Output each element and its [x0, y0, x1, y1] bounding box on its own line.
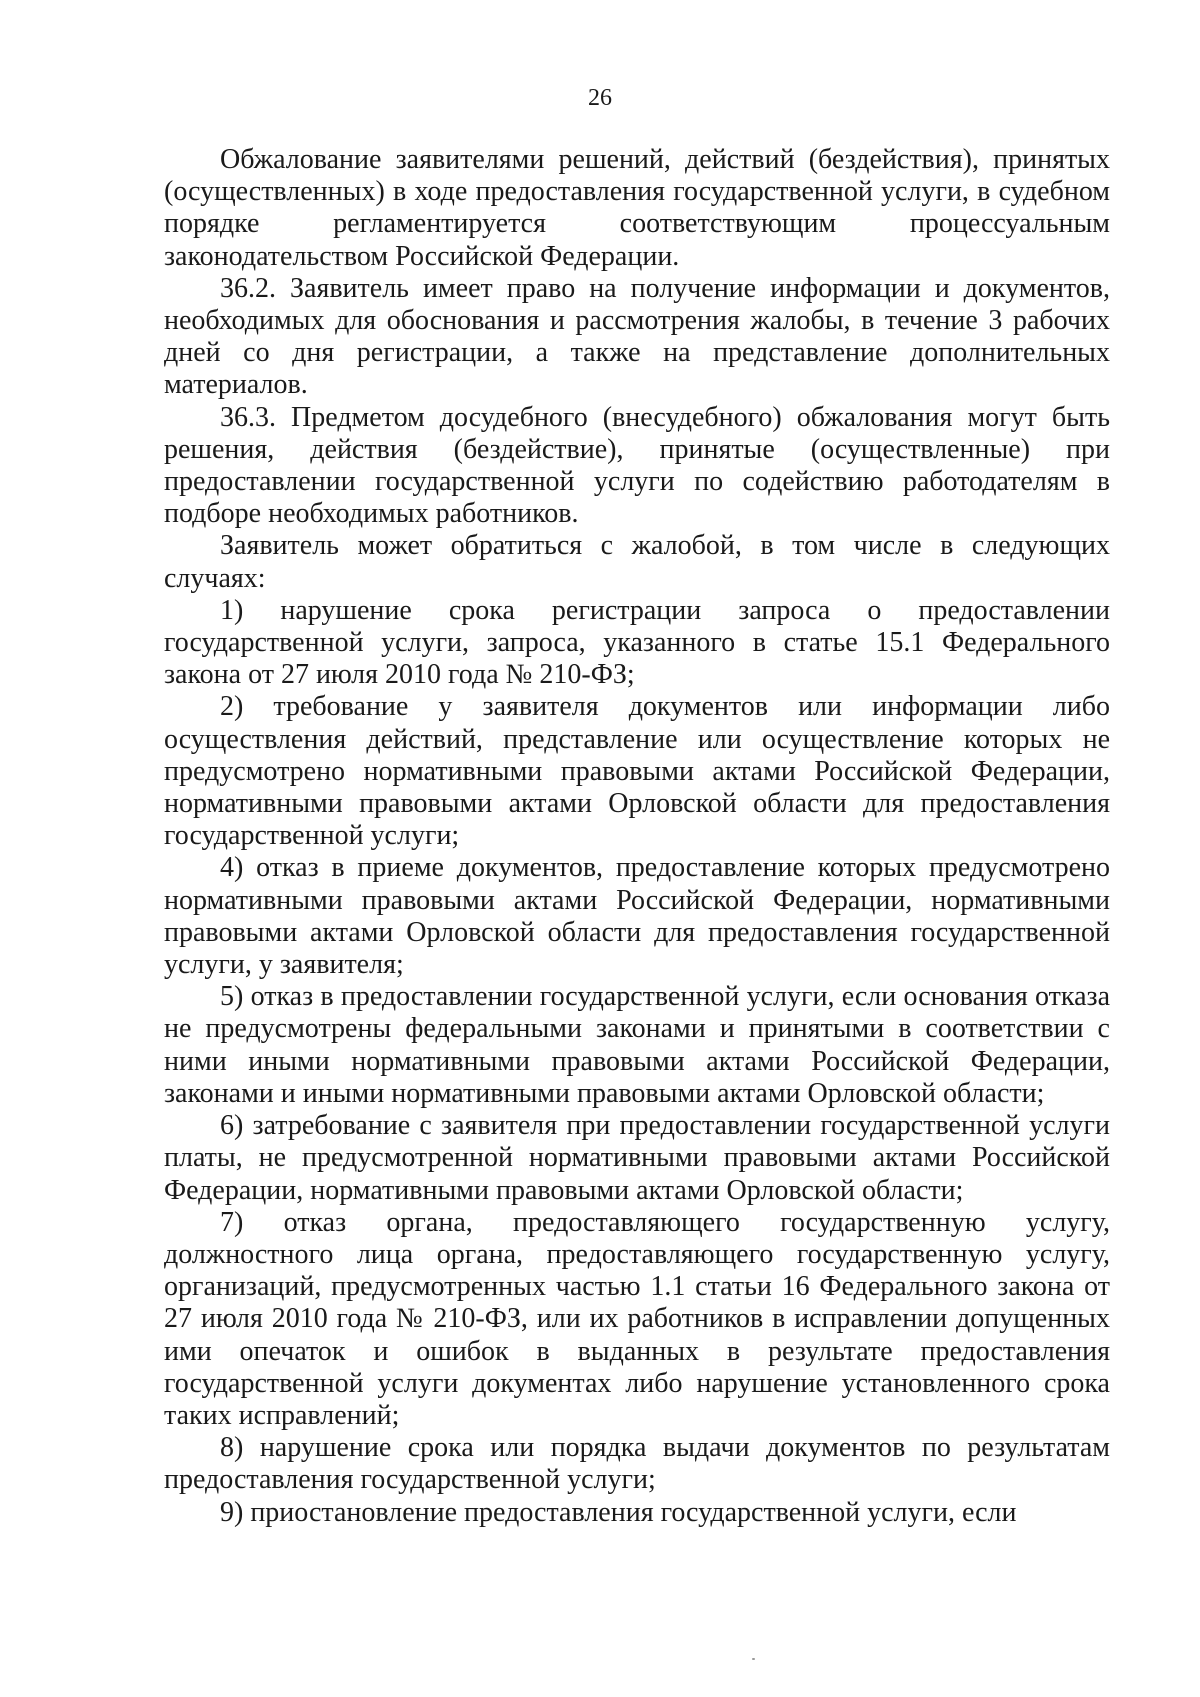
paragraph-appeal-court: Обжалование заявителями решений, действий (бездействия), принятых (осуществленных) в ходе предоставления государственной услуги, в судебном порядке регламентируется соответствующим процессуальным законодательством Российской Федерации. — [164, 144, 1110, 272]
list-item-case-4: 4) отказ в приеме документов, предоставление которых предусмотрено нормативными правовыми актами Российской Федерации, нормативными правовыми актами Орловской области для предоставления государственной услуги, у заявителя; — [164, 852, 1110, 981]
list-item-case-6: 6) затребование с заявителя при предоставлении государственной услуги платы, не предусмотренной нормативными правовыми актами Российской Федерации, нормативными правовыми актами Орловской области; — [164, 1110, 1110, 1206]
list-item-case-5: 5) отказ в предоставлении государственной услуги, если основания отказа не предусмотрены федеральными законами и принятыми в соответствии с ними иными нормативными правовыми актами Российской Федерации, законами и иными нормативными правовыми актами Орловской области; — [164, 981, 1110, 1109]
list-item-case-2: 2) требование у заявителя документов или информации либо осуществления действий, представление или осуществление которых не предусмотрено нормативными правовыми актами Российской Федерации, нормативными правовыми актами Орловской области для предоставления государственной услуги; — [164, 691, 1110, 852]
paragraph-cases-intro: Заявитель может обратиться с жалобой, в том числе в следующих случаях: — [164, 530, 1110, 594]
list-item-case-1: 1) нарушение срока регистрации запроса о предоставлении государственной услуги, запроса, указанного в статье 15.1 Федерального закона от 27 июля 2010 года № 210-ФЗ; — [164, 594, 1110, 691]
list-item-case-8: 8) нарушение срока или порядка выдачи документов по результатам предоставления государственной услуги; — [164, 1432, 1110, 1496]
paragraph-36-3: 36.3. Предметом досудебного (внесудебного) обжалования могут быть решения, действия (бездействие), принятые (осуществленные) при предоставлении государственной услуги по содействию работодателям в подборе необходимых работников. — [164, 401, 1110, 530]
paragraph-36-2: 36.2. Заявитель имеет право на получение информации и документов, необходимых для обоснования и рассмотрения жалобы, в течение 3 рабочих дней со дня регистрации, а также на представление дополнительных материалов. — [164, 272, 1110, 401]
list-item-case-9: 9) приостановление предоставления государственной услуги, если — [220, 1496, 1017, 1528]
page-number: 26 — [588, 85, 612, 111]
scan-speck — [752, 1658, 755, 1660]
list-item-case-7: 7) отказ органа, предоставляющего государственную услугу, должностного лица органа, предоставляющего государственную услугу, организаций, предусмотренных частью 1.1 статьи 16 Федерального закона от 27 июля 2010 года № 210-ФЗ, или их работников в исправлении допущенных ими опечаток и ошибок в выданных в результате предоставления государственной услуги документах либо нарушение установленного срока таких исправлений; — [164, 1206, 1110, 1431]
document-body — [164, 144, 1110, 1529]
